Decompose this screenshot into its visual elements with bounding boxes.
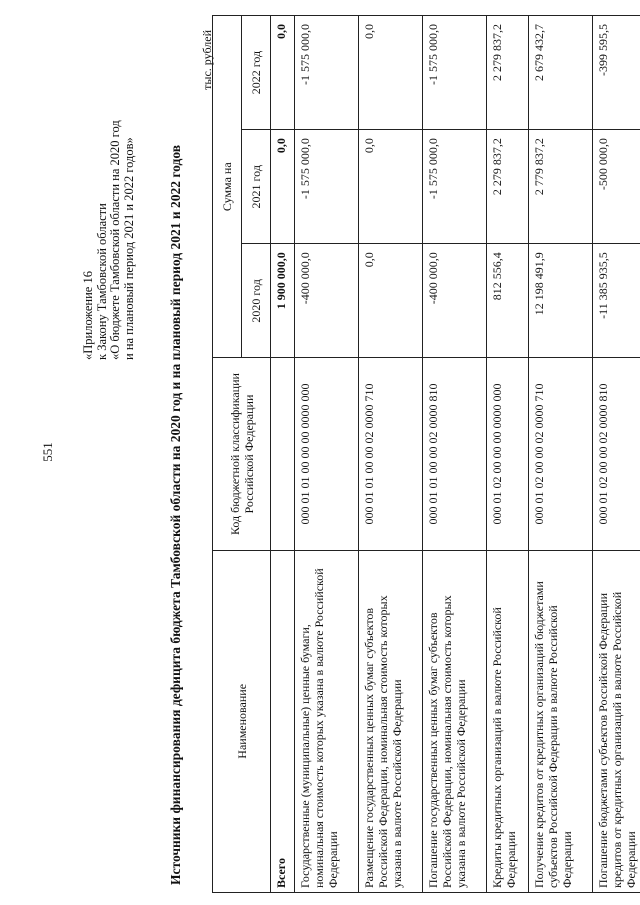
cell-2022: 0,0 bbox=[271, 16, 295, 130]
document-title: Источники финансирования дефицита бюджета Тамбовской области на 2020 год и на плановый период 2021 и 2022 годов bbox=[168, 144, 183, 885]
table-row bbox=[295, 16, 359, 893]
cell-2020: 1 900 000,0 bbox=[271, 244, 295, 358]
cell-code: 000 01 01 00 00 02 0000 810 bbox=[423, 358, 487, 550]
table-row bbox=[529, 16, 593, 893]
header-year-2020: 2020 год bbox=[242, 244, 271, 358]
cell-2020: 12 198 491,9 bbox=[529, 244, 593, 358]
appendix-note bbox=[82, 30, 136, 360]
cell-2022: -1 575 000,0 bbox=[423, 16, 487, 130]
cell-name: Государственные (муниципальные) ценные бумаги, номинальная стоимость которых указана в валюте Российской Федерации bbox=[295, 550, 359, 892]
cell-code: 000 01 02 00 00 00 0000 000 bbox=[487, 358, 529, 550]
cell-2021: 2 779 837,2 bbox=[529, 130, 593, 244]
cell-2022: -399 595,5 bbox=[593, 16, 640, 130]
cell-name: Погашение бюджетами субъектов Российской Федерации кредитов от кредитных организаций в валюте Российской Федерации bbox=[593, 550, 640, 892]
cell-2020: -11 385 935,5 bbox=[593, 244, 640, 358]
cell-code bbox=[271, 358, 295, 550]
page-number: 551 bbox=[40, 442, 55, 462]
financing-sources-table bbox=[212, 15, 640, 893]
cell-2021: 2 279 837,2 bbox=[487, 130, 529, 244]
cell-2021: 0,0 bbox=[271, 130, 295, 244]
cell-2020: -400 000,0 bbox=[423, 244, 487, 358]
cell-2021: 0,0 bbox=[359, 130, 423, 244]
table-row bbox=[593, 16, 640, 893]
appendix-line: «Приложение 16 bbox=[81, 271, 95, 360]
units-label: тыс. рублей bbox=[200, 30, 214, 90]
cell-name: Кредиты кредитных организаций в валюте Российской Федерации bbox=[487, 550, 529, 892]
financing-table-container bbox=[212, 15, 640, 893]
cell-code: 000 01 01 00 00 00 0000 000 bbox=[295, 358, 359, 550]
cell-2022: 0,0 bbox=[359, 16, 423, 130]
cell-name: Получение кредитов от кредитных организаций бюджетами субъектов Российской Федерации в валюте Российской Федерации bbox=[529, 550, 593, 892]
appendix-line: «О бюджете Тамбовской области на 2020 год bbox=[108, 120, 122, 360]
appendix-line: к Закону Тамбовской области bbox=[94, 203, 109, 360]
header-year-2021: 2021 год bbox=[242, 130, 271, 244]
appendix-line: и на плановый период 2021 и 2022 годов» bbox=[121, 137, 136, 360]
table-row bbox=[423, 16, 487, 893]
table-row-total bbox=[271, 16, 295, 893]
cell-2020: 0,0 bbox=[359, 244, 423, 358]
cell-name: Размещение государственных ценных бумаг субъектов Российской Федерации, номинальная стоимость которых указана в валюте Российской Федерации bbox=[359, 550, 423, 892]
header-year-2022: 2022 год bbox=[242, 16, 271, 130]
cell-2020: -400 000,0 bbox=[295, 244, 359, 358]
cell-2022: 2 279 837,2 bbox=[487, 16, 529, 130]
header-code: Код бюджетной классификации Российской Федерации bbox=[213, 358, 271, 550]
cell-code: 000 01 01 00 00 02 0000 710 bbox=[359, 358, 423, 550]
cell-2022: 2 679 432,7 bbox=[529, 16, 593, 130]
header-sum: Сумма на bbox=[213, 16, 242, 358]
cell-2021: -500 000,0 bbox=[593, 130, 640, 244]
cell-2021: -1 575 000,0 bbox=[423, 130, 487, 244]
table-row bbox=[359, 16, 423, 893]
cell-2022: -1 575 000,0 bbox=[295, 16, 359, 130]
table-row bbox=[487, 16, 529, 893]
cell-2020: 812 556,4 bbox=[487, 244, 529, 358]
cell-2021: -1 575 000,0 bbox=[295, 130, 359, 244]
cell-code: 000 01 02 00 00 02 0000 810 bbox=[593, 358, 640, 550]
cell-name: Погашение государственных ценных бумаг субъектов Российской Федерации, номинальная стоимость которых указана в валюте Российской Федерации bbox=[423, 550, 487, 892]
cell-name: Всего bbox=[271, 550, 295, 892]
header-name: Наименование bbox=[213, 550, 271, 892]
cell-code: 000 01 02 00 00 02 0000 710 bbox=[529, 358, 593, 550]
